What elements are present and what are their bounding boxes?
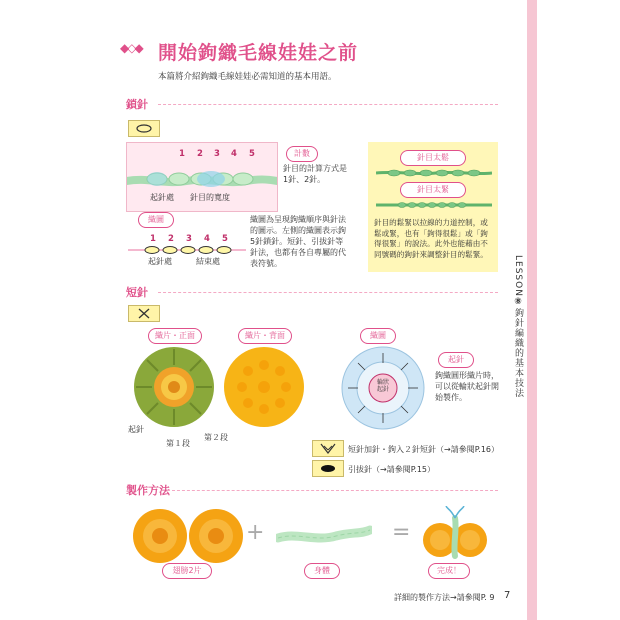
chain-stitch-icon bbox=[129, 121, 159, 136]
body-photo bbox=[276, 524, 372, 550]
increase-v-icon bbox=[313, 441, 343, 456]
tight-tag: 針目太緊 bbox=[400, 182, 466, 198]
side-lesson-label: LESSON⑧鉤針編織的基本技法 bbox=[513, 255, 523, 398]
diagram-number: 3 bbox=[186, 234, 192, 244]
diagram-start-label: 起針處 bbox=[148, 257, 172, 266]
row1-label: 第１段 bbox=[166, 439, 190, 448]
plus-sign: + bbox=[246, 520, 265, 545]
body-tag: 身體 bbox=[304, 563, 340, 579]
footer-reference: 詳細的製作方法→請參閱P. 9 bbox=[394, 593, 495, 602]
front-swatch-photo bbox=[132, 345, 216, 429]
chain-number: 2 bbox=[197, 149, 203, 159]
chain-number: 3 bbox=[214, 149, 220, 159]
slip-legend: 引拔針（→請參閱P.15） bbox=[348, 465, 436, 474]
slip-stitch-icon bbox=[313, 461, 343, 476]
title-diamonds-icon: ◆◇◆ bbox=[120, 41, 142, 55]
count-text-line: 針目的計算方式是 bbox=[283, 164, 347, 173]
finished-photo bbox=[420, 506, 490, 562]
tight-chain-illustration bbox=[376, 198, 492, 212]
equals-sign: = bbox=[392, 520, 411, 545]
wing-photo-1 bbox=[132, 508, 188, 564]
start-label: 起針 bbox=[128, 425, 144, 434]
back-swatch-photo bbox=[222, 345, 306, 429]
diagram-tag: 織圖 bbox=[138, 212, 174, 228]
wings-tag: 翅膀2片 bbox=[162, 563, 212, 579]
increase-legend: 短針加針・鉤入２針短針（→請參閱P.16） bbox=[348, 445, 500, 454]
chain-start-label: 起針處 bbox=[150, 193, 174, 202]
loose-chain-illustration bbox=[376, 166, 492, 180]
section-divider bbox=[158, 292, 498, 293]
page-title: 開始鉤織毛線娃娃之前 bbox=[158, 42, 359, 64]
chain-width-label: 針目的寬度 bbox=[190, 193, 230, 202]
back-tag: 織片・背面 bbox=[238, 328, 292, 344]
diagram-number: 5 bbox=[222, 234, 228, 244]
chain-number: 4 bbox=[231, 149, 237, 159]
section-heading-make: 製作方法 bbox=[126, 484, 170, 497]
count-tag: 計數 bbox=[286, 146, 318, 162]
ring-text: 鉤織圓形織片時， 可以從輪狀起針開 始製作。 bbox=[435, 371, 499, 402]
slip-symbol-box bbox=[312, 460, 344, 477]
tension-text: 針目的鬆緊以拉線的力道控制，或 鬆或緊，也有「鉤得很鬆」或「鉤 得很緊」的說法。此外也能藉由不 同號碼的鉤針來調整針目的鬆緊。 bbox=[374, 218, 488, 259]
section-heading-chain: 鎖針 bbox=[126, 98, 148, 111]
single-crochet-symbol-box bbox=[128, 305, 160, 322]
diagram-end-label: 結束處 bbox=[196, 257, 220, 266]
side-tab-strip bbox=[527, 0, 537, 620]
done-tag: 完成！ bbox=[428, 563, 470, 579]
increase-symbol-box bbox=[312, 440, 344, 457]
page-intro: 本篇將介紹鉤織毛線娃娃必需知道的基本用語。 bbox=[158, 72, 337, 82]
row2-label: 第２段 bbox=[204, 433, 228, 442]
page-number: 7 bbox=[504, 590, 511, 601]
single-crochet-x-icon bbox=[129, 306, 159, 321]
diagram-number: 1 bbox=[150, 234, 156, 244]
chain-number: 1 bbox=[179, 149, 185, 159]
section-divider bbox=[158, 104, 498, 105]
section-divider bbox=[172, 490, 498, 491]
loose-tag: 針目太鬆 bbox=[400, 150, 466, 166]
chain-diagram-icon bbox=[128, 244, 246, 256]
diagram-number: 4 bbox=[204, 234, 210, 244]
section-heading-single-crochet: 短針 bbox=[126, 286, 148, 299]
chain-number: 5 bbox=[249, 149, 255, 159]
diagram-description: 織圖為呈現鉤織順序與針法 的圖示。左側的織圖表示鉤 5針鎖針。短針、引拔針等 針法，也都有各自專屬的代 表符號。 bbox=[250, 215, 346, 268]
ring-center-label: 輪狀 起針 bbox=[376, 379, 389, 393]
ring-start-tag: 起針 bbox=[438, 352, 474, 368]
diagram-tag-2: 織圖 bbox=[360, 328, 396, 344]
chain-symbol-box bbox=[128, 120, 160, 137]
count-text-line: 1針、2針。 bbox=[283, 175, 326, 184]
wing-photo-2 bbox=[188, 508, 244, 564]
diagram-number: 2 bbox=[168, 234, 174, 244]
front-tag: 織片・正面 bbox=[148, 328, 202, 344]
